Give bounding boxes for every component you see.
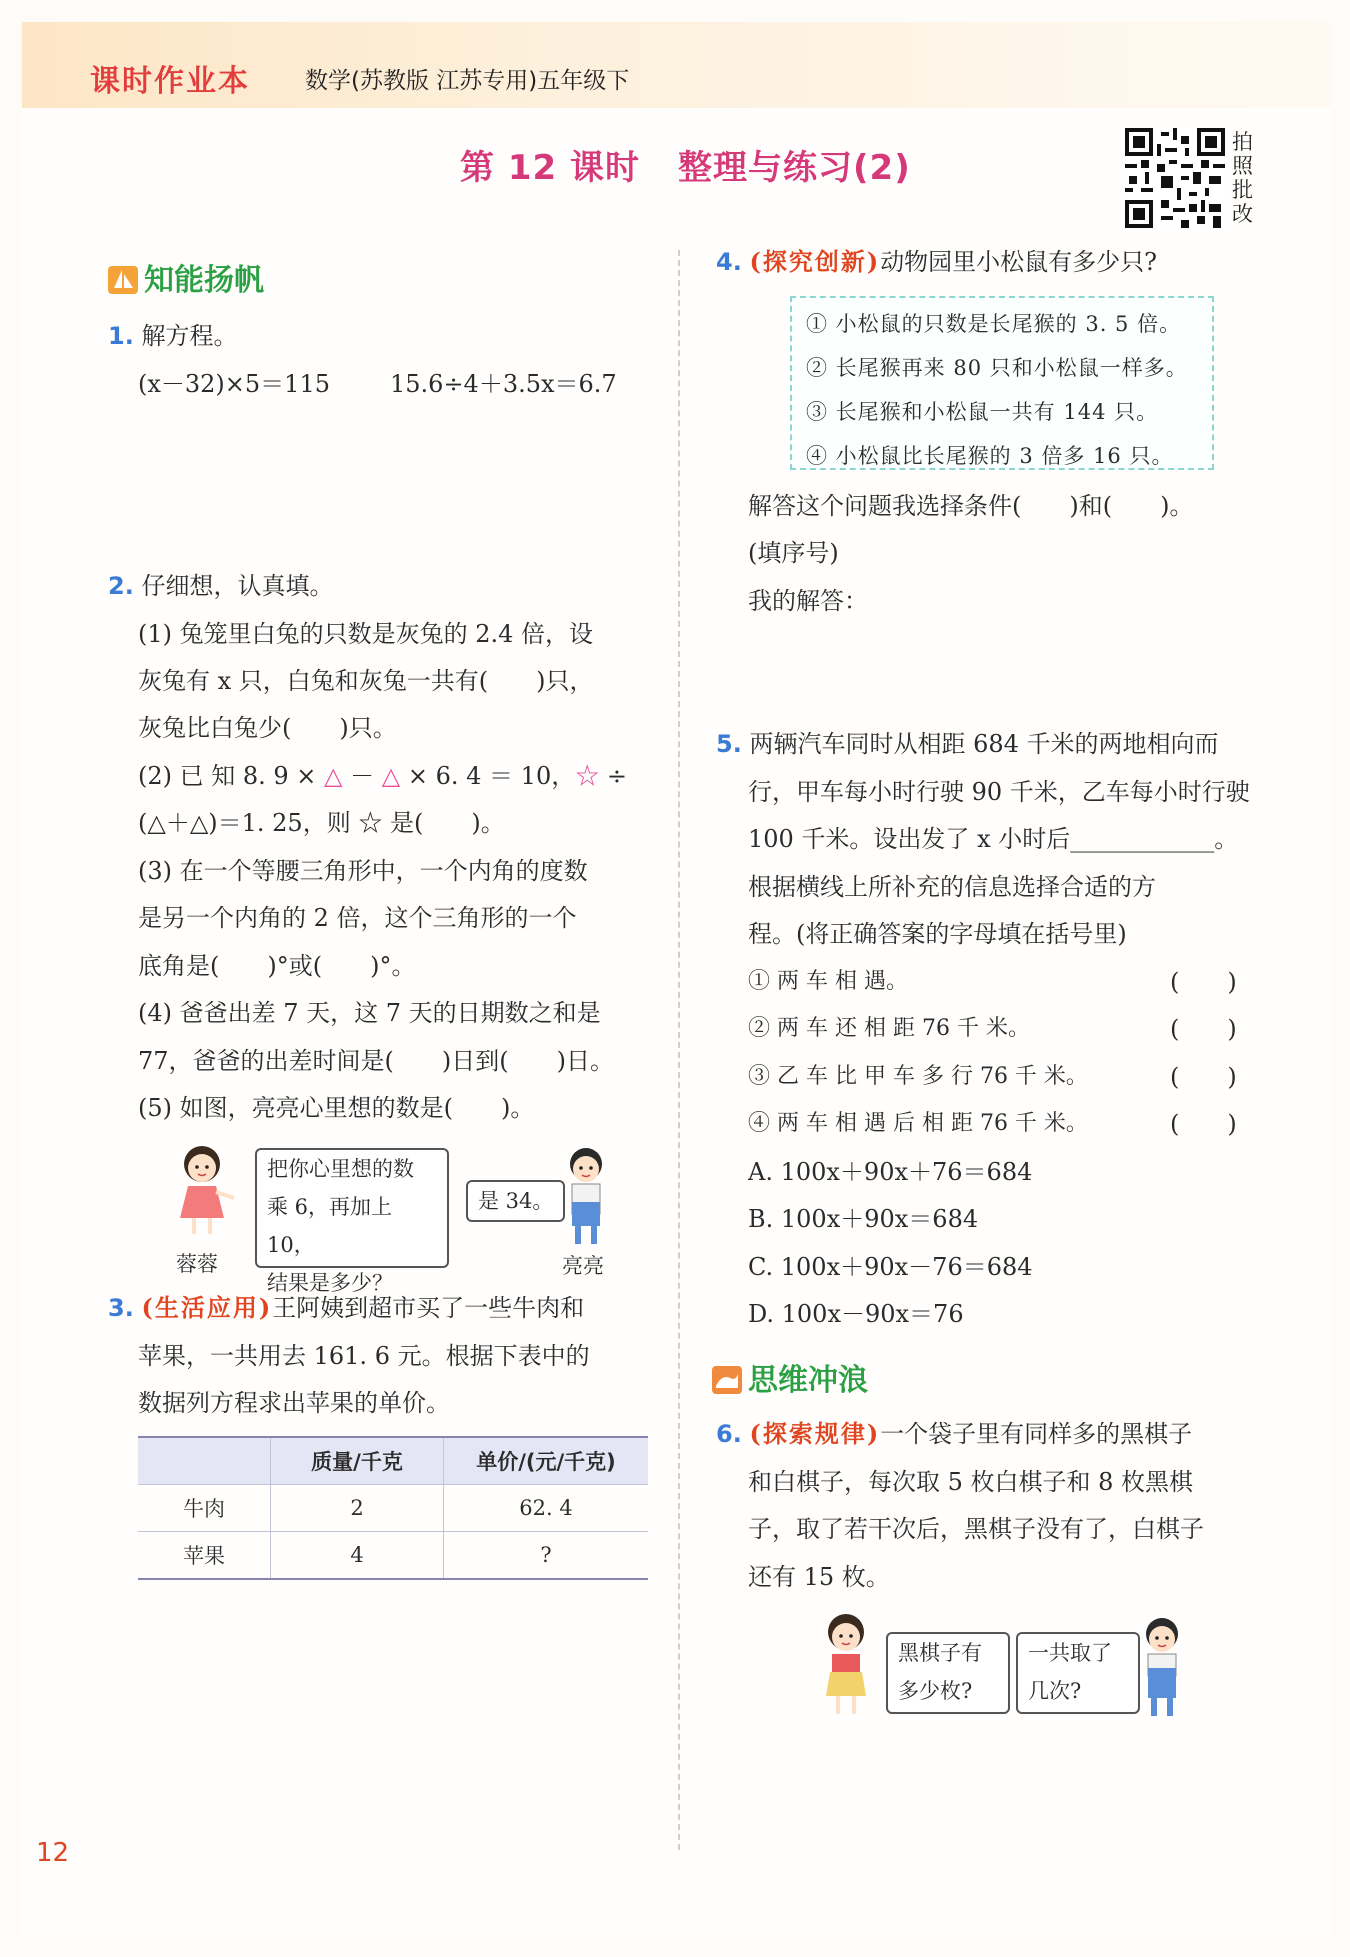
question-number: 4. (716, 248, 742, 276)
question-5-title (716, 728, 1219, 760)
q5-line: 程。(将正确答案的字母填在括号里) (748, 920, 1127, 948)
bubble-line: 把你心里想的数 (267, 1157, 414, 1181)
table-header-row (138, 1437, 648, 1485)
q6-line: 子，取了若干次后，黑棋子没有了，白棋子 (748, 1515, 1204, 1543)
column-divider (678, 250, 680, 1850)
option-d: D. 100x－90x＝76 (748, 1300, 964, 1328)
question-4-title (716, 246, 1157, 278)
boy-figure-icon (1128, 1612, 1198, 1724)
lesson-name: 整理与练习(2) (678, 148, 911, 188)
bubble-line: 黑棋子有 (898, 1641, 982, 1665)
bubble-line: 多少枚? (898, 1679, 973, 1703)
q2-line: 77，爸爸的出差时间是( )日到( )日。 (138, 1047, 614, 1075)
q5-line: 100 千米。设出发了 x 小时后____________。 (748, 825, 1239, 853)
question-text: 仔细想，认真填。 (141, 572, 334, 600)
q3-line: 苹果，一共用去 161. 6 元。根据下表中的 (138, 1342, 590, 1370)
table-cell: 2 (271, 1485, 444, 1532)
q4-line: 解答这个问题我选择条件( )和( )。 (748, 492, 1194, 520)
condition-item: ④ 小松鼠比长尾猴的 3 倍多 16 只。 (806, 444, 1174, 468)
q2-line: 灰兔比白兔少( )只。 (138, 714, 397, 742)
question-2-title (108, 570, 333, 602)
question-number: 6. (716, 1420, 742, 1448)
condition-item: ① 小松鼠的只数是长尾猴的 3. 5 倍。 (806, 312, 1182, 336)
section-title: 思维冲浪 (748, 1363, 868, 1398)
condition-item: ③ 长尾猴和小松鼠一共有 144 只。 (806, 400, 1159, 424)
section-heading-2 (712, 1355, 868, 1399)
bubble-line: 乘 6，再加上 10， (267, 1195, 393, 1257)
q2-line: (1) 兔笼里白兔的只数是灰兔的 2.4 倍，设 (138, 620, 594, 648)
bubble-line: 结果是多少？ (267, 1271, 393, 1295)
equation-1: (x－32)×5＝115 (138, 370, 330, 398)
q6-line: 和白棋子，每次取 5 枚白棋子和 8 枚黑棋 (748, 1468, 1194, 1496)
table-row (138, 1485, 648, 1532)
speech-bubble-left (886, 1632, 1010, 1714)
question-text: 两辆汽车同时从相距 684 千米的两地相向而 (749, 730, 1219, 758)
question-6-title (716, 1418, 1192, 1450)
table-cell: 4 (271, 1532, 444, 1580)
girl-figure-icon (812, 1610, 882, 1720)
q2-line: 灰兔有 x 只，白兔和灰兔一共有( )只， (138, 667, 594, 695)
table-cell: 牛肉 (138, 1485, 271, 1532)
question-3-title (108, 1292, 584, 1324)
wave-icon (712, 1366, 742, 1394)
speech-bubble-right (1016, 1632, 1140, 1714)
option-c: C. 100x＋90x－76＝684 (748, 1253, 1033, 1281)
q6-line: 还有 15 枚。 (748, 1563, 890, 1591)
q2-line: (2) 已 知 8. 9 × △ － △ × 6. 4 ＝ 10，☆ ÷ (138, 762, 627, 790)
q2-line: (5) 如图，亮亮心里想的数是( )。 (138, 1094, 535, 1122)
equation-2: 15.6÷4＋3.5x＝6.7 (390, 370, 617, 398)
bubble-line: 一共取了 (1028, 1641, 1112, 1665)
question-number: 5. (716, 730, 742, 758)
option-a: A. 100x＋90x＋76＝684 (748, 1158, 1033, 1186)
question-text: 王阿姨到超市买了一些牛肉和 (272, 1294, 585, 1322)
brand-title: 课时作业本 (90, 64, 250, 99)
q2-line: 底角是( )°或( )°。 (138, 952, 416, 980)
table-header-cell: 单价/(元/千克) (444, 1437, 649, 1485)
table-cell: 62. 4 (444, 1485, 649, 1532)
sail-icon (108, 266, 138, 294)
q2-line: (△＋△)＝1. 25，则 ☆ 是( )。 (138, 809, 505, 837)
question-1-title (108, 320, 237, 352)
section-title: 知能扬帆 (144, 263, 264, 298)
speech-bubble-right: 是 34。 (466, 1180, 565, 1222)
question-text: 解方程。 (141, 322, 238, 350)
qr-code-icon[interactable] (1125, 128, 1225, 228)
q3-line: 数据列方程求出苹果的单价。 (138, 1389, 450, 1417)
option-b: B. 100x＋90x＝684 (748, 1205, 979, 1233)
question-tag: (生活应用) (141, 1293, 273, 1322)
question-text: 动物园里小松鼠有多少只? (880, 248, 1158, 276)
q4-line: (填序号) (748, 539, 839, 567)
condition-item: ② 长尾猴再来 80 只和小松鼠一样多。 (806, 356, 1188, 380)
figure-name-right: 亮亮 (562, 1254, 604, 1278)
girl-figure-icon (168, 1140, 240, 1240)
answer-paren[interactable]: ( ) (1170, 1110, 1237, 1138)
q2-line: (4) 爸爸出差 7 天，这 7 天的日期数之和是 (138, 999, 601, 1027)
table-cell: ? (444, 1532, 649, 1580)
q5-line: 根据横线上所补充的信息选择合适的方 (748, 873, 1156, 901)
qr-label: 拍照批改 (1232, 130, 1253, 226)
q5-item: ① 两 车 相 遇。 (748, 969, 908, 994)
table-cell: 苹果 (138, 1532, 271, 1580)
lesson-number: 第 12 课时 (460, 148, 640, 188)
speech-bubble-left (255, 1148, 449, 1295)
q5-item: ③ 乙 车 比 甲 车 多 行 76 千 米。 (748, 1064, 1088, 1089)
q2-line: 是另一个内角的 2 倍，这个三角形的一个 (138, 904, 577, 932)
book-subtitle: 数学(苏教版 江苏专用)五年级下 (305, 68, 630, 94)
table-header-cell (138, 1437, 271, 1485)
figure-name-left: 蓉蓉 (176, 1252, 218, 1276)
conditions-box (790, 296, 1214, 470)
bubble-line: 几次? (1028, 1679, 1082, 1703)
lesson-title (460, 140, 911, 189)
question-number: 3. (108, 1294, 134, 1322)
answer-paren[interactable]: ( ) (1170, 1015, 1237, 1043)
q5-item: ② 两 车 还 相 距 76 千 米。 (748, 1016, 1030, 1041)
q4-line: 我的解答： (748, 587, 868, 615)
question-tag: (探索规律) (749, 1419, 881, 1448)
answer-paren[interactable]: ( ) (1170, 968, 1237, 996)
q5-line: 行，甲车每小时行驶 90 千米，乙车每小时行驶 (748, 778, 1250, 806)
question-text: 一个袋子里有同样多的黑棋子 (880, 1420, 1193, 1448)
page-number: 12 (36, 1838, 70, 1868)
price-table (138, 1436, 648, 1580)
question-tag: (探究创新) (749, 247, 881, 276)
section-heading-1 (108, 255, 264, 299)
question-number: 2. (108, 572, 134, 600)
question-number: 1. (108, 322, 134, 350)
table-row (138, 1532, 648, 1580)
q5-item: ④ 两 车 相 遇 后 相 距 76 千 米。 (748, 1111, 1088, 1136)
table-header-cell: 质量/千克 (271, 1437, 444, 1485)
answer-paren[interactable]: ( ) (1170, 1063, 1237, 1091)
q2-line: (3) 在一个等腰三角形中，一个内角的度数 (138, 857, 588, 885)
boy-figure-icon (552, 1142, 622, 1252)
